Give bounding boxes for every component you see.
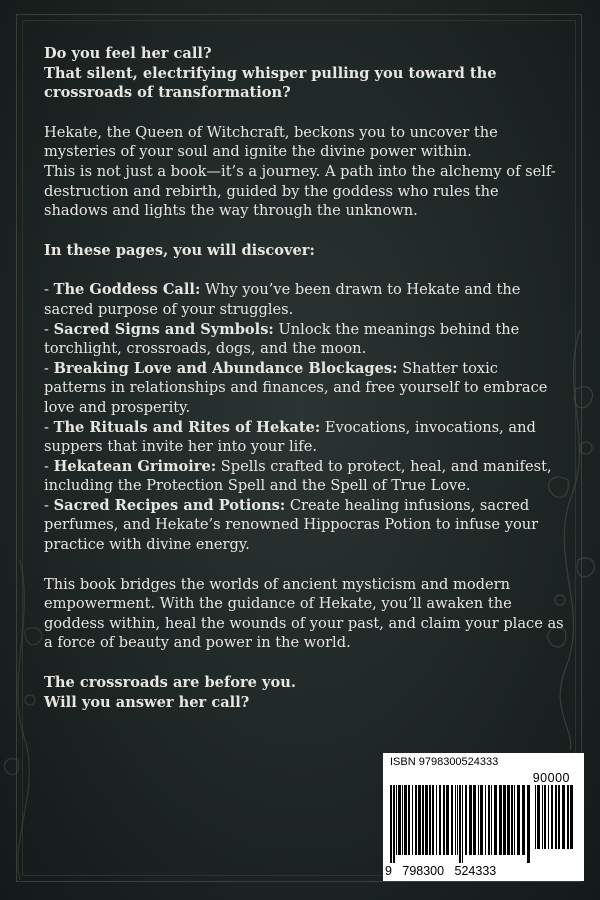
isbn-label: ISBN 9798300524333 xyxy=(390,756,499,768)
barcode-bar xyxy=(537,785,540,849)
barcode-bar xyxy=(402,785,403,855)
barcode-digit-group-1: 798300 xyxy=(402,864,445,878)
barcode-bar xyxy=(459,785,461,863)
price-barcode-bars xyxy=(535,785,577,863)
description-paragraph-1: Hekate, the Queen of Witchcraft, beckons you to uncover the mysteries of your soul and ignite the divine power within. xyxy=(44,123,498,161)
barcode-bar xyxy=(514,785,515,855)
barcode-bar xyxy=(507,785,510,855)
barcode-bar xyxy=(432,785,434,855)
price-code: 90000 xyxy=(532,771,570,785)
list-item-title: Sacred Signs and Symbols: xyxy=(53,320,274,338)
barcode-bar xyxy=(396,785,397,855)
list-item-title: Sacred Recipes and Potions: xyxy=(53,496,286,514)
blurb-text xyxy=(44,44,564,712)
description-paragraph-3: This book bridges the worlds of ancient mysticism and modern empowerment. With the guidance of Hekate, you’ll awaken the goddess within, heal the wounds of your past, and claim your place as a force of beauty and power in the world. xyxy=(44,575,564,652)
list-item: - Breaking Love and Abundance Blockages: Shatter toxic patterns in relationships and finances, and free yourself to embrace love and prosperity. xyxy=(44,359,548,416)
barcode-bar xyxy=(404,785,407,855)
list-item-title: Hekatean Grimoire: xyxy=(53,457,217,475)
barcode-bar xyxy=(558,785,560,849)
list-item-title: Breaking Love and Abundance Blockages: xyxy=(53,359,398,377)
barcode-bar xyxy=(457,785,458,855)
closing-line-1: The crossroads are before you. xyxy=(44,674,296,692)
list-item-text: Evocations, invocations, and suppers that invite her into your life. xyxy=(44,418,536,456)
barcode-bar xyxy=(494,785,497,855)
barcode-bar xyxy=(439,785,441,855)
list-item-title: The Goddess Call: xyxy=(53,281,201,299)
barcode-bar xyxy=(570,785,573,849)
barcode-bar xyxy=(555,785,557,849)
barcode-bar xyxy=(408,785,410,855)
barcode-bar xyxy=(562,785,565,849)
list-item: - The Goddess Call: Why you’ve been drawn to Hekate and the sacred purpose of your struggles. xyxy=(44,281,521,318)
list-item: - Sacred Recipes and Potions: Create healing infusions, sacred perfumes, and Hekate’s renowned Hippocras Potion to infuse your practice with divine energy. xyxy=(44,496,539,554)
barcode-bar xyxy=(544,785,546,849)
barcode-bar xyxy=(415,785,417,855)
barcode-bar xyxy=(503,785,506,855)
isbn-barcode xyxy=(383,753,584,881)
intro-question: Do you feel her call? xyxy=(44,45,212,62)
intro-subtitle: That silent, electrifying whisper pulling you toward the crossroads of transformation? xyxy=(44,64,497,102)
barcode-bar xyxy=(465,785,467,855)
barcode-bar xyxy=(451,785,453,855)
barcode-bar xyxy=(527,785,530,863)
list-item-text: Shatter toxic patterns in relationships and finances, and free yourself to embrace love and prosperity. xyxy=(44,359,548,416)
list-item-text: Unlock the meanings behind the torchlight, crossroads, dogs, and the moon. xyxy=(44,320,520,358)
barcode-bar xyxy=(551,785,553,849)
barcode-bar xyxy=(522,785,525,855)
barcode-bars xyxy=(390,785,530,863)
barcode-bar xyxy=(412,785,413,855)
barcode-bar xyxy=(480,785,483,855)
barcode-bar xyxy=(446,785,449,855)
barcode-bar xyxy=(393,785,395,863)
barcode-bar xyxy=(425,785,428,855)
barcode-bar xyxy=(491,785,492,855)
list-item: - The Rituals and Rites of Hekate: Evocations, invocations, and suppers that invite her into your life. xyxy=(44,418,536,456)
barcode-bar xyxy=(436,785,437,855)
barcode-bar xyxy=(390,785,392,863)
list-item-text: Why you’ve been drawn to Hekate and the sacred purpose of your struggles. xyxy=(44,281,521,318)
list-item: - Sacred Signs and Symbols: Unlock the meanings behind the torchlight, crossroads, dogs, and the moon. xyxy=(44,320,520,358)
barcode-bar xyxy=(469,785,472,855)
barcode-bar xyxy=(422,785,424,855)
barcode-bar xyxy=(473,785,476,855)
barcode-bar xyxy=(485,785,486,855)
barcode-bar xyxy=(455,785,456,855)
barcode-bar xyxy=(511,785,513,855)
barcode-bar xyxy=(535,785,536,849)
list-item-title: The Rituals and Rites of Hekate: xyxy=(53,418,321,436)
barcode-bar xyxy=(542,785,543,849)
description-paragraph-2: This is not just a book—it’s a journey. A path into the alchemy of self-destruction and rebirth, guided by the goddess who rules the shadows and lights the way through the unknown. xyxy=(44,162,556,220)
barcode-bar xyxy=(443,785,445,855)
barcode-bar xyxy=(398,785,401,855)
barcode-bar xyxy=(567,785,569,849)
barcode-bar xyxy=(499,785,502,855)
barcode-digits xyxy=(385,864,535,878)
barcode-bar xyxy=(548,785,549,849)
closing-line-2: Will you answer her call? xyxy=(44,693,250,711)
barcode-bar xyxy=(517,785,520,855)
barcode-digit-group-2: 524333 xyxy=(454,864,497,878)
barcode-bar xyxy=(418,785,421,855)
barcode-bar xyxy=(462,785,463,863)
barcode-bar xyxy=(488,785,490,855)
list-item: - Hekatean Grimoire: Spells crafted to protect, heal, and manifest, including the Protection Spell and the Spell of True Love. xyxy=(44,457,552,495)
discover-heading: In these pages, you will discover: xyxy=(44,241,315,259)
barcode-bar xyxy=(429,785,431,855)
barcode-bar xyxy=(478,785,479,855)
list-item-text: Create healing infusions, sacred perfumes, and Hekate’s renowned Hippocras Potion to infuse your practice with divine energy. xyxy=(44,496,539,554)
barcode-digit-first: 9 xyxy=(385,864,392,878)
list-item-text: Spells crafted to protect, heal, and manifest, including the Protection Spell and the Spell of True Love. xyxy=(44,457,552,495)
